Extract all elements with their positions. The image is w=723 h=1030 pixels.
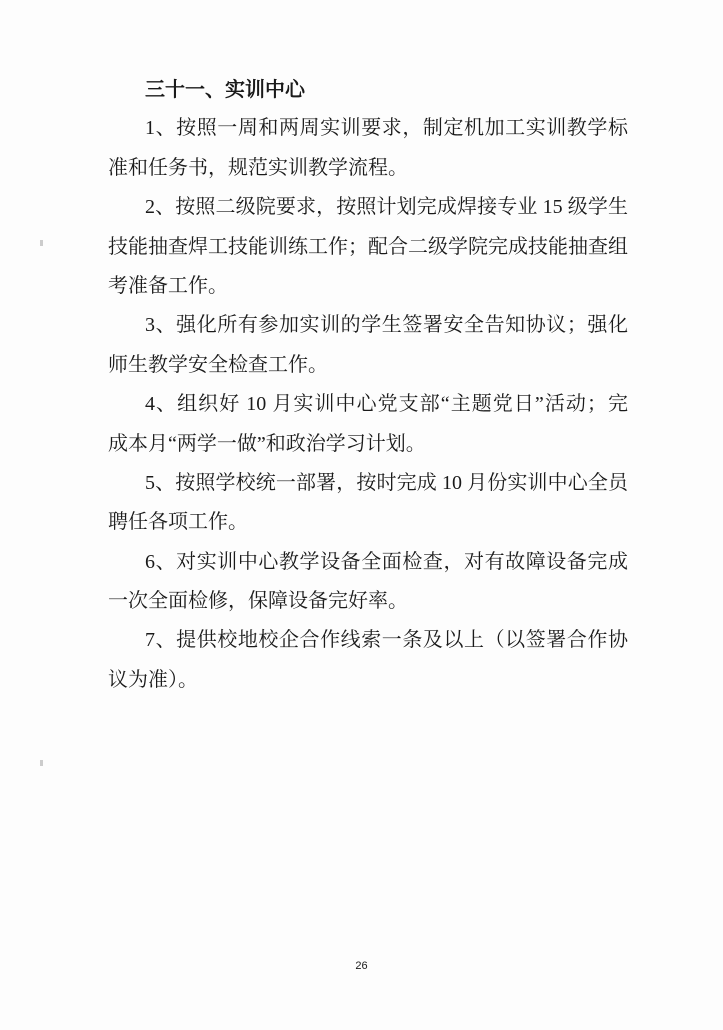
paragraph-line: 1、按照一周和两周实训要求，制定机加工实训教学标 <box>145 117 628 140</box>
paragraph-line: 准和任务书，规范实训教学流程。 <box>108 156 408 179</box>
paragraph-list <box>108 109 628 700</box>
paragraph-line: 6、对实训中心教学设备全面检查，对有故障设备完成 <box>145 550 628 573</box>
paragraph-line: 7、提供校地校企合作线索一条及以上（以签署合作协 <box>145 629 628 652</box>
paragraph-line: 一次全面检修，保障设备完好率。 <box>108 590 408 613</box>
paragraph-item-2 <box>108 188 628 306</box>
paragraph-line: 技能抽查焊工技能训练工作；配合二级学院完成技能抽查组 <box>108 235 628 258</box>
document-body <box>108 70 628 700</box>
paragraph-line: 3、强化所有参加实训的学生签署安全告知协议；强化 <box>145 314 628 337</box>
section-heading: 三十一、实训中心 <box>145 77 305 101</box>
paragraph-item-5 <box>108 464 628 543</box>
paragraph-item-7 <box>108 621 628 700</box>
paragraph-line: 4、组织好 10 月实训中心党支部“主题党日”活动；完 <box>145 393 628 416</box>
paragraph-line: 聘任各项工作。 <box>108 511 248 534</box>
scan-mark <box>40 760 43 766</box>
scan-mark <box>40 240 43 246</box>
paragraph-item-1 <box>108 109 628 188</box>
paragraph-line: 2、按照二级院要求，按照计划完成焊接专业 15 级学生 <box>145 196 628 219</box>
paragraph-item-3 <box>108 306 628 385</box>
paragraph-item-6 <box>108 543 628 622</box>
paragraph-line: 5、按照学校统一部署，按时完成 10 月份实训中心全员 <box>145 471 628 494</box>
paragraph-line: 考准备工作。 <box>108 274 228 297</box>
page-number: 26 <box>355 960 368 972</box>
paragraph-line: 师生教学安全检查工作。 <box>108 353 328 376</box>
paragraph-item-4 <box>108 385 628 464</box>
paragraph-line: 议为准）。 <box>108 668 198 691</box>
paragraph-line: 成本月“两学一做”和政治学习计划。 <box>108 432 426 455</box>
